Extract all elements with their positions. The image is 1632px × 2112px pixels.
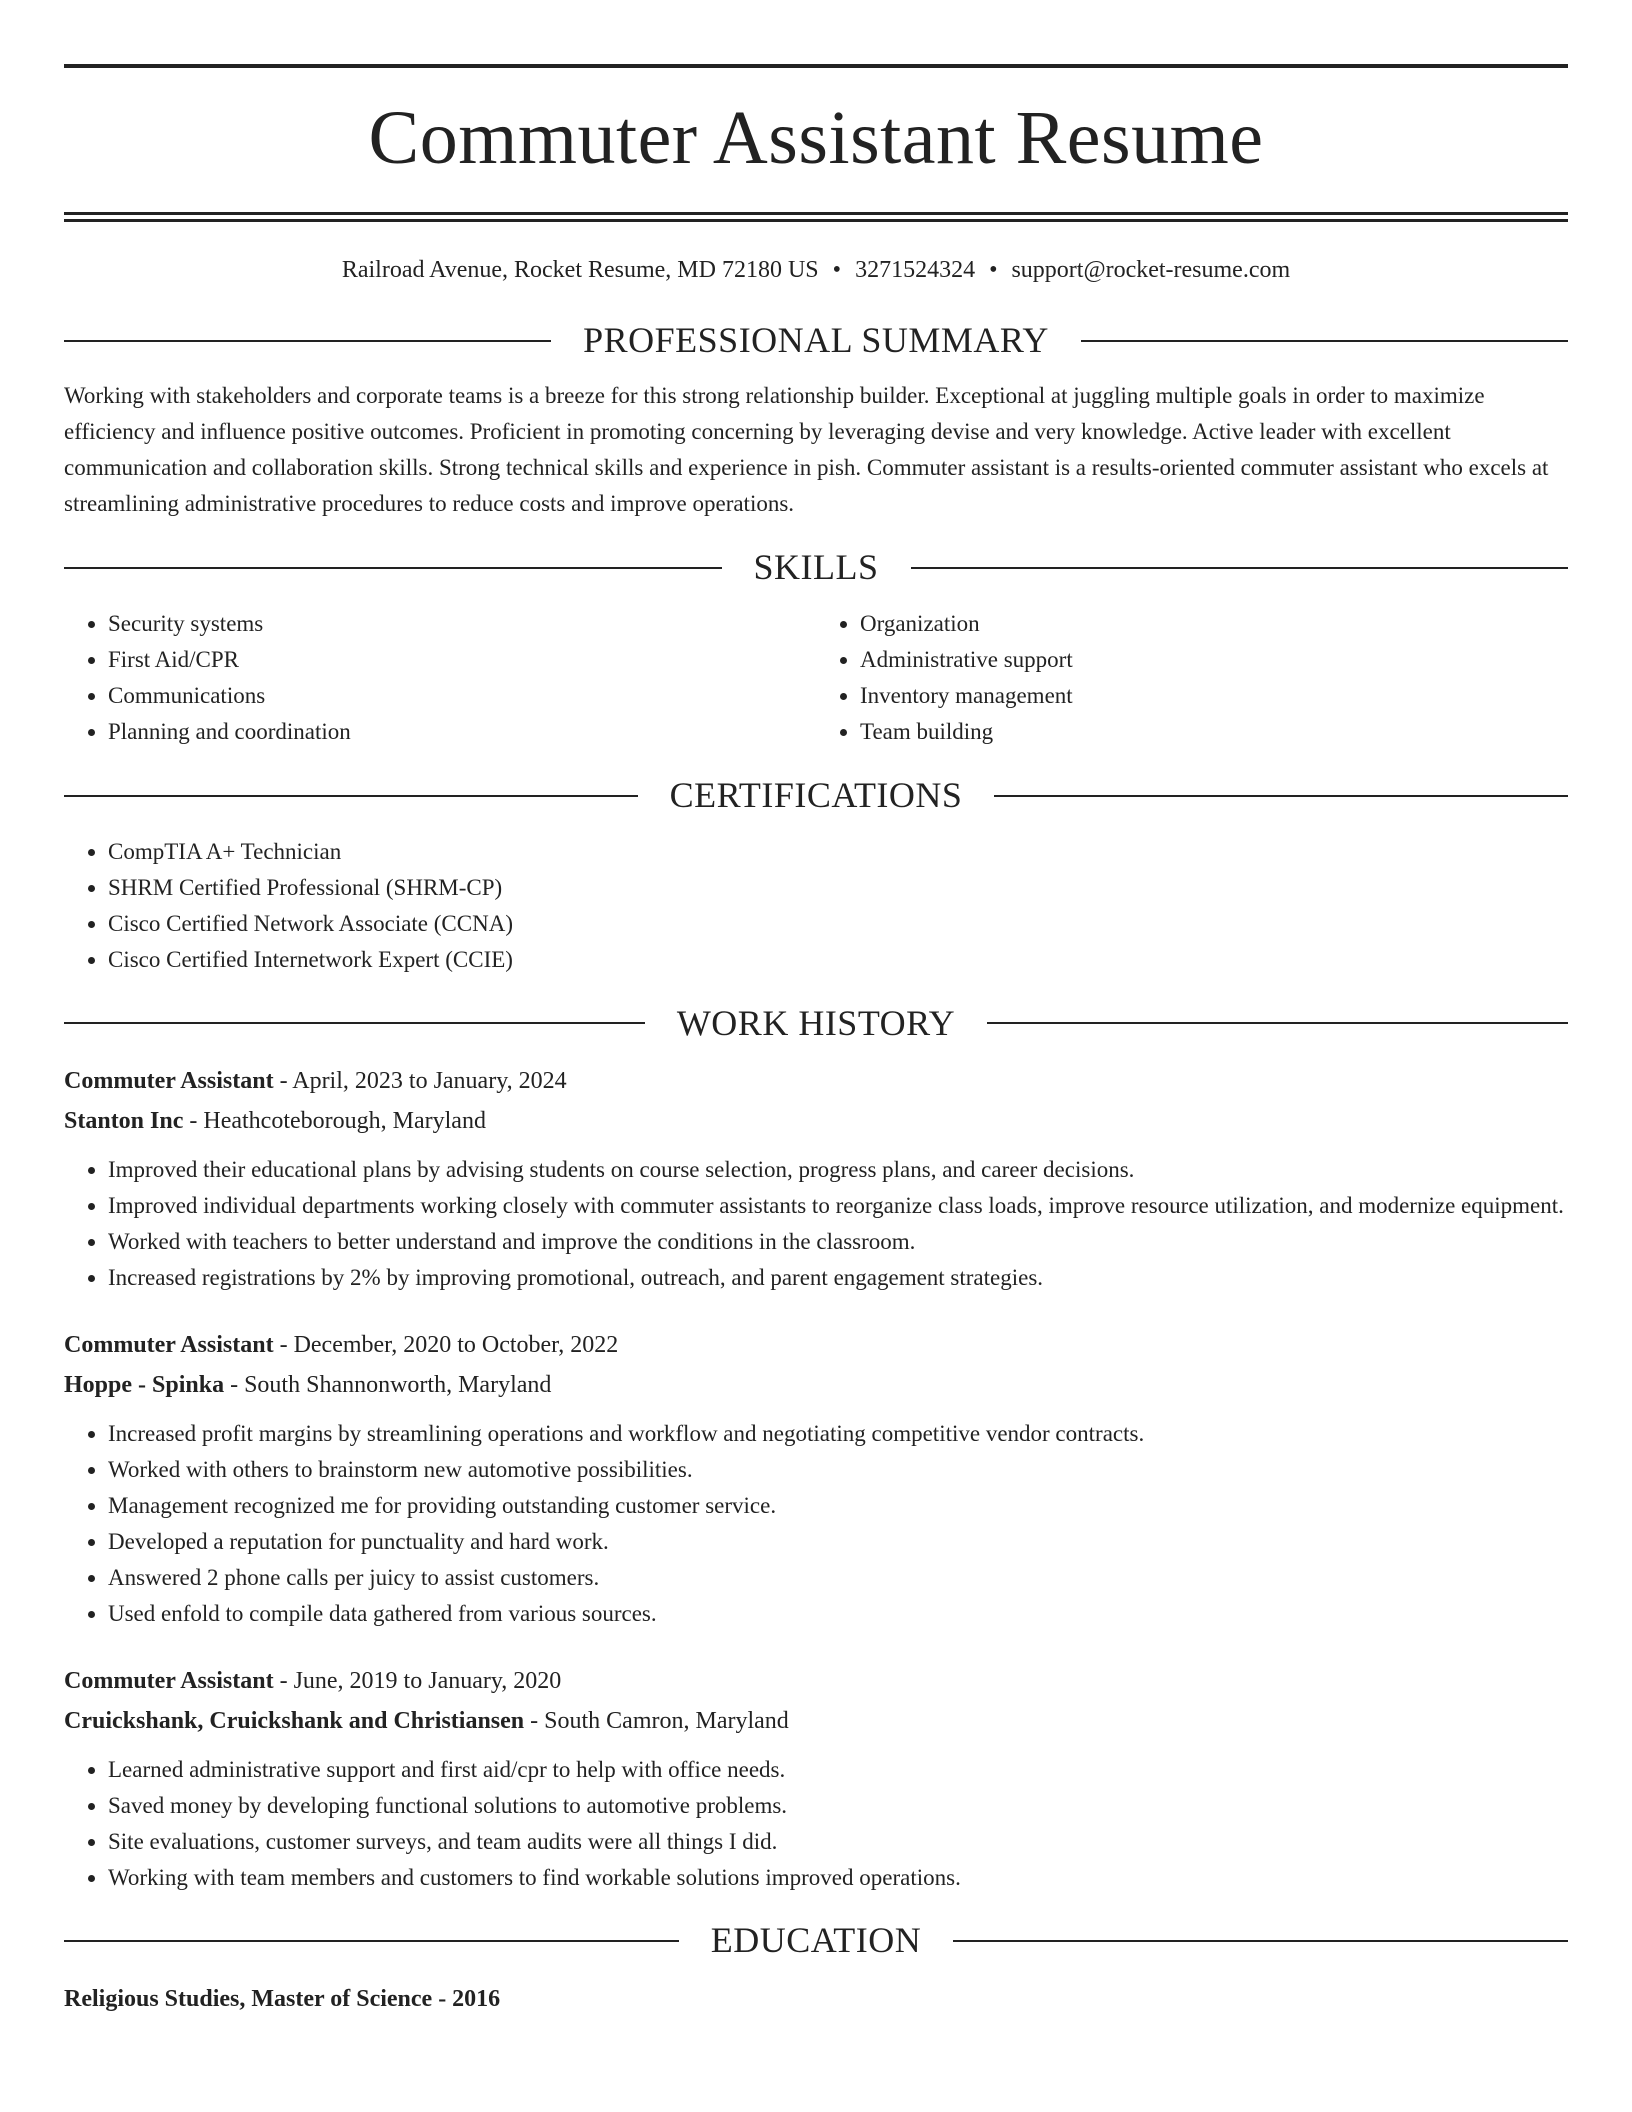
- heading-rule: [64, 340, 551, 342]
- job-title-line: Commuter Assistant - December, 2020 to October, 2022: [64, 1332, 619, 1359]
- certification-item: • Cisco Certified Internetwork Expert (CCIE): [108, 942, 1568, 978]
- job-bullet: • Worked with teachers to better understand and improve the conditions in the classroom.: [108, 1225, 1568, 1259]
- heading-rule: [953, 1940, 1568, 1942]
- title-double-rule: [64, 212, 1568, 222]
- section-heading-summary: [64, 321, 1568, 361]
- job-location: South Shannonworth, Maryland: [244, 1372, 552, 1399]
- skill-item: • Organization: [860, 606, 1568, 642]
- job-bullet: • Improved their educational plans by advising students on course selection, progress plans, and career decisions.: [108, 1153, 1568, 1187]
- heading-rule: [911, 567, 1569, 569]
- skills-grid: [64, 606, 1568, 750]
- job-bullet: • Developed a reputation for punctuality and hard work.: [108, 1525, 1568, 1559]
- job-bullet: • Answered 2 phone calls per juicy to assist customers.: [108, 1561, 1568, 1595]
- section-heading-skills: [64, 548, 1568, 588]
- job-bullet: • Worked with others to brainstorm new automotive possibilities.: [108, 1453, 1568, 1487]
- job-entry: [64, 1661, 1568, 1895]
- job-bullet: • Increased registrations by 2% by improving promotional, outreach, and parent engagement strategies.: [108, 1261, 1568, 1295]
- heading-rule: [64, 567, 722, 569]
- section-heading-certifications: [64, 776, 1568, 816]
- job-title: Commuter Assistant: [64, 1668, 274, 1695]
- job-company-line: Stanton Inc - Heathcoteborough, Maryland: [64, 1108, 486, 1135]
- job-bullet: • Learned administrative support and first aid/cpr to help with office needs.: [108, 1753, 1568, 1787]
- skills-list-right: [816, 606, 1568, 750]
- skill-item: • Planning and coordination: [108, 714, 816, 750]
- section-heading-education: [64, 1921, 1568, 1961]
- heading-rule: [64, 1940, 679, 1942]
- job-bullet: • Improved individual departments working closely with commuter assistants to reorganize class loads, improve resource utilization, and modernize equipment.: [108, 1189, 1568, 1223]
- heading-rule: [64, 795, 638, 797]
- job-title-line: Commuter Assistant - April, 2023 to January, 2024: [64, 1068, 567, 1095]
- job-bullet: • Working with team members and customers to find workable solutions improved operations.: [108, 1861, 1568, 1895]
- skill-item: • Security systems: [108, 606, 816, 642]
- skill-item: • Inventory management: [860, 678, 1568, 714]
- job-bullets: [64, 1417, 1568, 1631]
- contact-phone[interactable]: 3271524324: [855, 257, 976, 283]
- certifications-list: [64, 834, 1568, 978]
- job-entry: [64, 1061, 1568, 1295]
- contact-separator: •: [832, 257, 842, 283]
- job-company-line: Cruickshank, Cruickshank and Christiansen - South Camron, Maryland: [64, 1708, 789, 1735]
- job-location: South Camron, Maryland: [544, 1708, 789, 1735]
- contact-address: Railroad Avenue, Rocket Resume, MD 72180 US: [341, 257, 819, 283]
- heading-rule: [994, 795, 1568, 797]
- summary-text: Working with stakeholders and corporate teams is a breeze for this strong relationship builder. Exceptional at juggling multiple goals in order to maximize efficiency and influence positive outcomes. Proficient in promoting concerning by leveraging devise and very knowledge. Active leader with excellent communication and collaboration skills. Strong technical skills and experience in pish. Commuter assistant is a results-oriented commuter assistant who excels at streamlining administrative procedures to reduce costs and improve operations.: [64, 383, 1549, 517]
- certification-item: • CompTIA A+ Technician: [108, 834, 1568, 870]
- job-dates: April, 2023 to January, 2024: [292, 1068, 567, 1095]
- skill-item: • First Aid/CPR: [108, 642, 816, 678]
- job-bullet: • Site evaluations, customer surveys, and team audits were all things I did.: [108, 1825, 1568, 1859]
- heading-rule: [987, 1022, 1568, 1024]
- job-bullets: [64, 1753, 1568, 1895]
- job-dates: December, 2020 to October, 2022: [293, 1332, 619, 1359]
- job-title: Commuter Assistant: [64, 1068, 274, 1095]
- job-bullet: • Management recognized me for providing outstanding customer service.: [108, 1489, 1568, 1523]
- section-heading-label: CERTIFICATIONS: [669, 774, 963, 815]
- certification-item: • SHRM Certified Professional (SHRM-CP): [108, 870, 1568, 906]
- job-bullet: • Saved money by developing functional solutions to automotive problems.: [108, 1789, 1568, 1823]
- section-heading-label: SKILLS: [753, 547, 879, 588]
- job-company: Cruickshank, Cruickshank and Christiansen: [64, 1708, 525, 1735]
- job-bullet: • Increased profit margins by streamlining operations and workflow and negotiating competitive vendor contracts.: [108, 1417, 1568, 1451]
- job-bullets: [64, 1153, 1568, 1295]
- skill-item: • Team building: [860, 714, 1568, 750]
- job-bullet: • Used enfold to compile data gathered from various sources.: [108, 1597, 1568, 1631]
- job-location: Heathcoteborough, Maryland: [203, 1108, 486, 1135]
- section-heading-label: PROFESSIONAL SUMMARY: [583, 319, 1049, 360]
- skill-item: • Administrative support: [860, 642, 1568, 678]
- heading-rule: [1081, 340, 1568, 342]
- skills-list-left: [64, 606, 816, 750]
- certification-item: • Cisco Certified Network Associate (CCNA): [108, 906, 1568, 942]
- job-title-line: Commuter Assistant - June, 2019 to January, 2020: [64, 1668, 562, 1695]
- contact-email[interactable]: support@rocket-resume.com: [1011, 257, 1291, 283]
- job-company-line: Hoppe - Spinka - South Shannonworth, Maryland: [64, 1372, 552, 1399]
- heading-rule: [64, 1022, 645, 1024]
- contact-separator: •: [989, 257, 998, 283]
- resume-title: Commuter Assistant Resume: [368, 96, 1264, 180]
- job-company: Stanton Inc: [64, 1108, 184, 1135]
- section-heading-label: EDUCATION: [710, 1920, 922, 1961]
- skill-item: • Communications: [108, 678, 816, 714]
- job-title: Commuter Assistant: [64, 1332, 274, 1359]
- job-entry: [64, 1325, 1568, 1631]
- section-heading-work-history: [64, 1004, 1568, 1044]
- section-heading-label: WORK HISTORY: [676, 1002, 956, 1043]
- job-dates: June, 2019 to January, 2020: [293, 1668, 562, 1695]
- contact-line: [64, 256, 1568, 285]
- education-entry: Religious Studies, Master of Science - 2016: [64, 1985, 501, 2012]
- job-company: Hoppe - Spinka: [64, 1372, 225, 1399]
